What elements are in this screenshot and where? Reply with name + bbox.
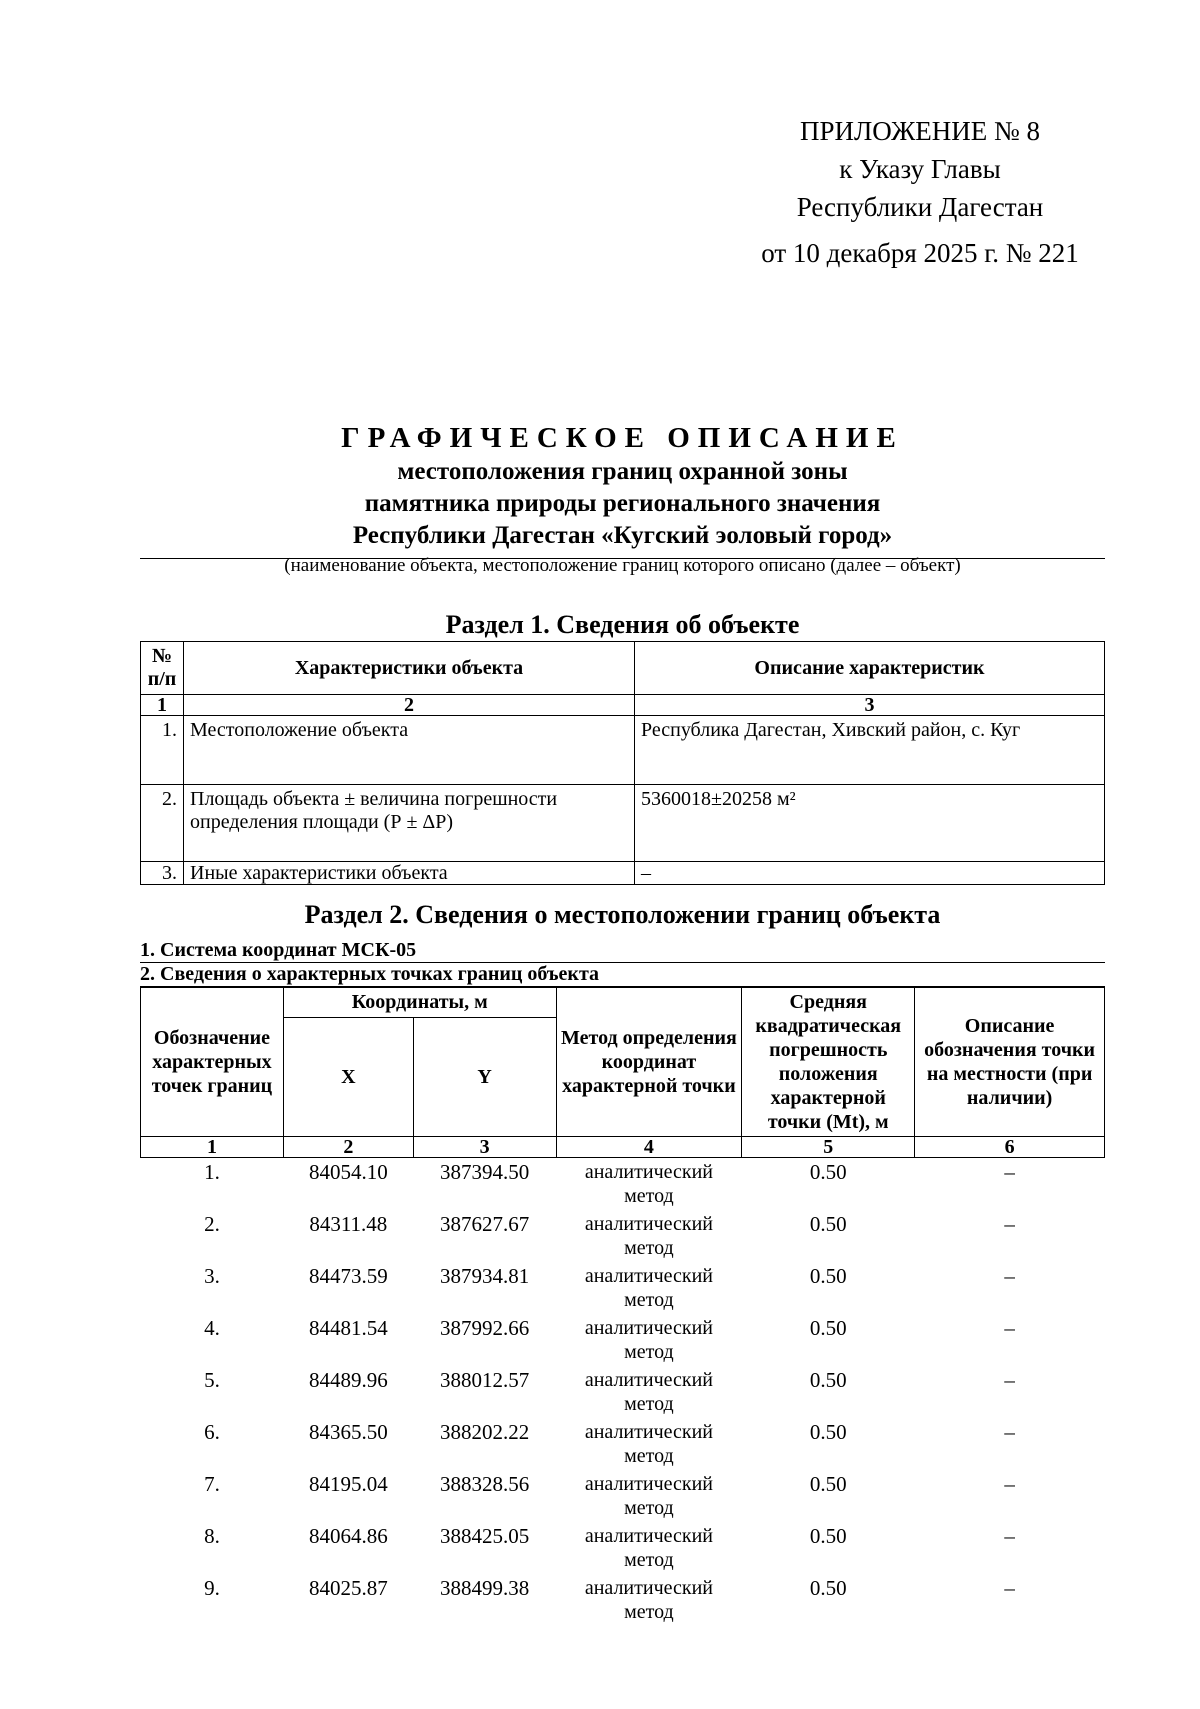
point-label: 4. (204, 1316, 220, 1340)
coord-x: 84489.96 (308, 1368, 388, 1392)
table-header-row (141, 642, 1105, 695)
description: – (1004, 1264, 1015, 1288)
row-number: 1. (141, 716, 184, 785)
appendix-header (730, 112, 1110, 272)
description: – (1004, 1420, 1015, 1444)
coord-x: 84195.04 (308, 1472, 388, 1496)
point-label: 3. (204, 1264, 220, 1288)
column-number: 4 (556, 1137, 742, 1158)
table-row (141, 785, 1105, 862)
table-row (141, 1210, 1105, 1262)
title-main: ГРАФИЧЕСКОЕ ОПИСАНИЕ (341, 422, 904, 454)
method: аналитический метод (584, 1317, 714, 1363)
coord-y: 388328.56 (440, 1472, 530, 1496)
characteristic-value: – (635, 862, 1105, 885)
coord-y: 387934.81 (440, 1264, 530, 1288)
table-row (141, 862, 1105, 885)
coord-x: 84054.10 (308, 1160, 388, 1184)
coord-x: 84311.48 (309, 1212, 388, 1236)
method: аналитический метод (584, 1577, 714, 1623)
column-header-coords: Координаты, м (283, 988, 556, 1018)
column-number: 3 (413, 1137, 556, 1158)
error: 0.50 (809, 1420, 847, 1444)
section-2-heading: Раздел 2. Сведения о местоположении границ объекта (304, 900, 941, 929)
method: аналитический метод (584, 1473, 714, 1519)
point-label: 6. (204, 1420, 220, 1444)
column-number: 5 (742, 1137, 915, 1158)
description: – (1004, 1316, 1015, 1340)
coord-y: 388425.05 (440, 1524, 530, 1548)
object-info-table (140, 641, 1105, 885)
document-title (140, 420, 1105, 552)
title-line-3: Республики Дагестан «Кугский эоловый город» (352, 522, 893, 549)
method: аналитический метод (584, 1161, 714, 1207)
coord-y: 388499.38 (440, 1576, 530, 1600)
table-row (141, 1522, 1105, 1574)
description: – (1004, 1212, 1015, 1236)
coord-y: 387627.67 (440, 1212, 530, 1236)
description: – (1004, 1524, 1015, 1548)
boundary-points-table (140, 987, 1105, 1626)
column-number: 6 (915, 1137, 1105, 1158)
column-number-row (141, 695, 1105, 716)
coord-y: 388202.22 (440, 1420, 530, 1444)
point-label: 2. (204, 1212, 220, 1236)
row-number: 2. (141, 785, 184, 862)
table-row (141, 1366, 1105, 1418)
method: аналитический метод (584, 1421, 714, 1467)
characteristic-name: Иные характеристики объекта (184, 862, 635, 885)
column-header-error: Средняя квадратическая погрешность положения характерной точки (Mt), м (742, 988, 915, 1137)
column-header-x: X (283, 1017, 413, 1136)
error: 0.50 (809, 1264, 847, 1288)
points-info-label: 2. Сведения о характерных точках границ объекта (140, 962, 1105, 987)
coord-y: 387992.66 (440, 1316, 530, 1340)
table-row (141, 716, 1105, 785)
appendix-title: ПРИЛОЖЕНИЕ № 8 (799, 116, 1041, 146)
description: – (1004, 1368, 1015, 1392)
column-number: 3 (635, 695, 1105, 716)
appendix-line-2: к Указу Главы (839, 154, 1001, 184)
column-number: 2 (283, 1137, 413, 1158)
description: – (1004, 1576, 1015, 1600)
column-header-y: Y (413, 1017, 556, 1136)
error: 0.50 (809, 1368, 847, 1392)
error: 0.50 (809, 1316, 847, 1340)
error: 0.50 (809, 1212, 847, 1236)
coord-x: 84365.50 (308, 1420, 388, 1444)
error: 0.50 (809, 1576, 847, 1600)
coord-x: 84064.86 (308, 1524, 388, 1548)
table-row (141, 1314, 1105, 1366)
appendix-line-3: Республики Дагестан (796, 192, 1044, 222)
method: аналитический метод (584, 1525, 714, 1571)
column-header: Описание характеристик (635, 642, 1105, 695)
column-header-description: Описание обозначения точки на местности (при наличии) (915, 988, 1105, 1137)
column-header-method: Метод определения координат характерной точки (556, 988, 742, 1137)
method: аналитический метод (584, 1369, 714, 1415)
table-header-row (141, 988, 1105, 1018)
point-label: 5. (204, 1368, 220, 1392)
table-row (141, 1158, 1105, 1211)
error: 0.50 (809, 1160, 847, 1184)
description: – (1004, 1472, 1015, 1496)
column-number-row (141, 1137, 1105, 1158)
title-line-2: памятника природы регионального значения (364, 490, 881, 517)
table-row (141, 1418, 1105, 1470)
characteristic-value: 5360018±20258 м² (635, 785, 1105, 862)
coordinate-system-label: 1. Система координат МСК-05 (140, 938, 1105, 963)
title-line-1: местоположения границ охранной зоны (397, 458, 848, 485)
characteristic-value: Республика Дагестан, Хивский район, с. Куг (635, 716, 1105, 785)
column-header-point: Обозначение характерных точек границ (141, 988, 284, 1137)
table-row (141, 1470, 1105, 1522)
description: – (1004, 1160, 1015, 1184)
method: аналитический метод (584, 1265, 714, 1311)
coord-x: 84473.59 (308, 1264, 388, 1288)
error: 0.50 (809, 1472, 847, 1496)
table-row (141, 1262, 1105, 1314)
column-number: 1 (141, 695, 184, 716)
error: 0.50 (809, 1524, 847, 1548)
point-label: 7. (204, 1472, 220, 1496)
column-number: 2 (184, 695, 635, 716)
characteristic-name: Местоположение объекта (184, 716, 635, 785)
coord-y: 388012.57 (440, 1368, 530, 1392)
section-1-heading: Раздел 1. Сведения об объекте (445, 610, 800, 639)
point-label: 8. (204, 1524, 220, 1548)
coord-x: 84025.87 (308, 1576, 388, 1600)
column-header: Характеристики объекта (184, 642, 635, 695)
characteristic-name: Площадь объекта ± величина погрешности определения площади (Р ± ΔР) (184, 785, 635, 862)
coord-y: 387394.50 (440, 1160, 530, 1184)
column-header: № п/п (141, 642, 184, 695)
row-number: 3. (141, 862, 184, 885)
method: аналитический метод (584, 1213, 714, 1259)
coord-x: 84481.54 (308, 1316, 388, 1340)
appendix-date-number: от 10 декабря 2025 г. № 221 (761, 238, 1079, 268)
column-number: 1 (141, 1137, 284, 1158)
point-label: 1. (204, 1160, 220, 1184)
title-note: (наименование объекта, местоположение границ которого описано (далее – объект) (284, 555, 961, 576)
table-row (141, 1574, 1105, 1626)
point-label: 9. (204, 1576, 220, 1600)
